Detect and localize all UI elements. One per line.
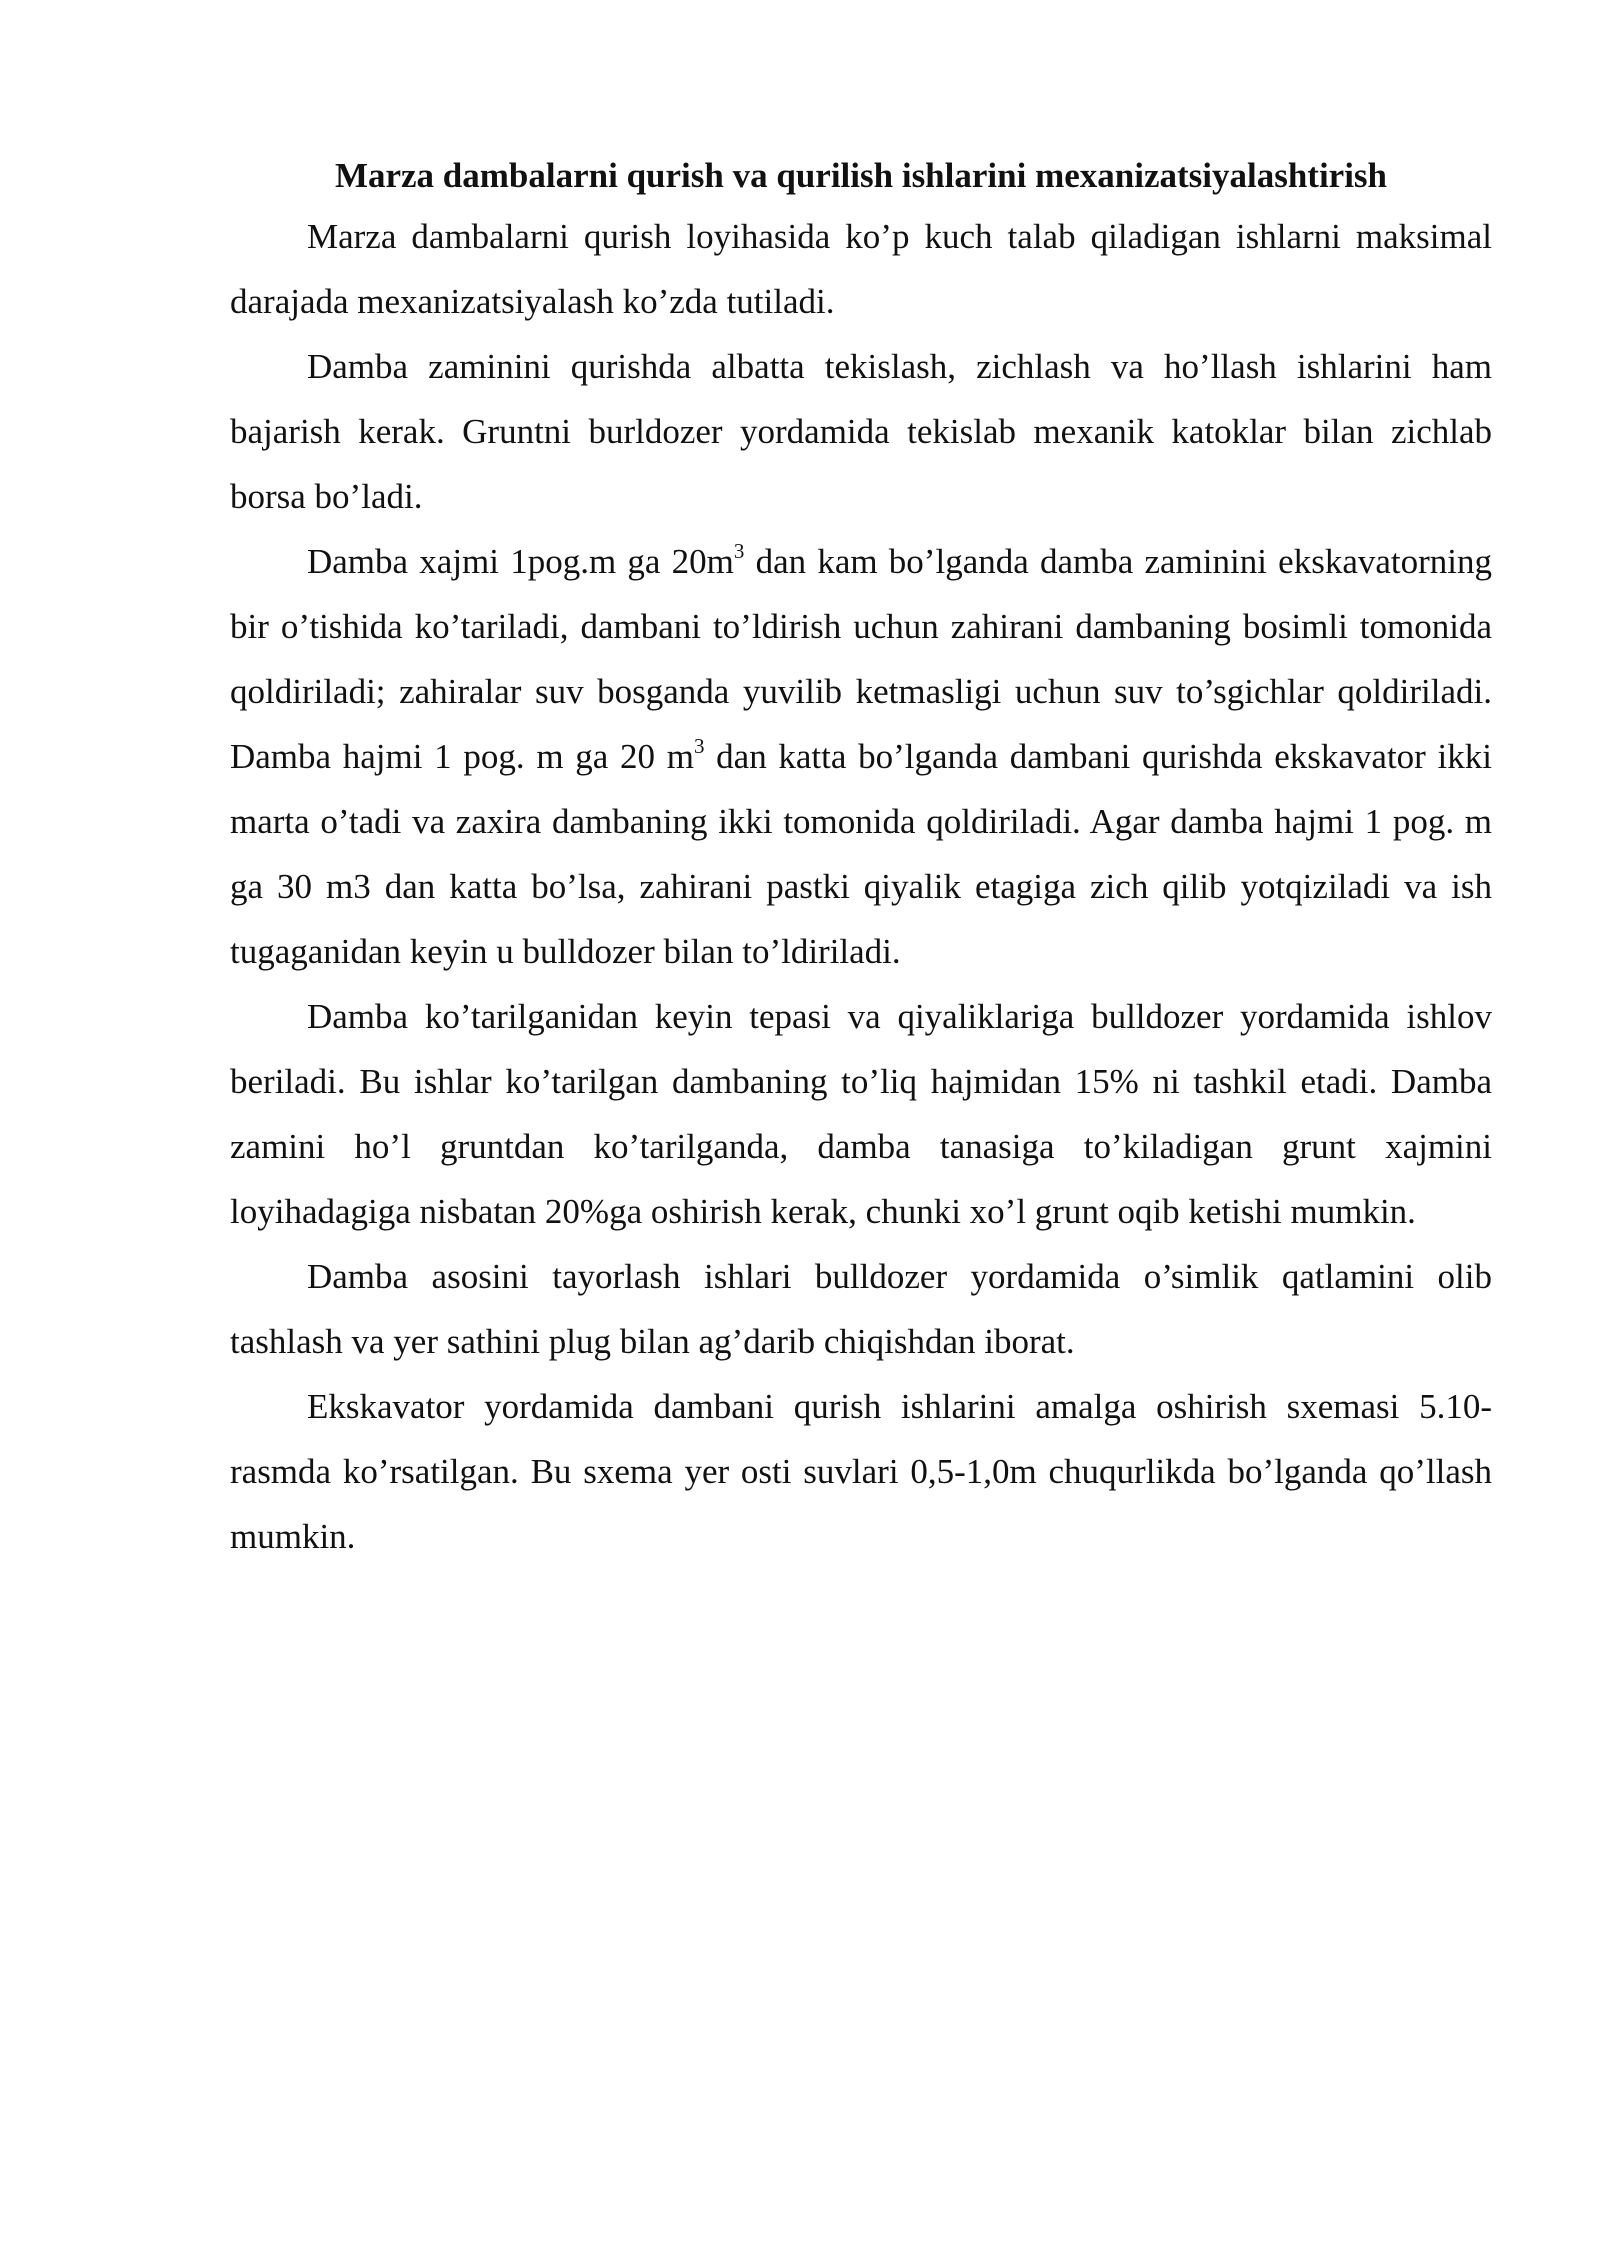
superscript-cubic-2: 3 [693, 734, 705, 758]
paragraph-3-part-b: dan kam bo’lganda damba zaminini ekskavatorning bir o’tishida ko’tariladi, dambani to’ldirish uchun zahirani dambaning bosimli tomonida qoldiriladi; zahiralar suv bosganda yuvilib ketmasligi uchun suv to’sgichlar qoldiriladi. Damba hajmi 1 pog. m ga 20 m [230, 542, 1492, 776]
paragraph-2: Damba zaminini qurishda albatta tekislash, zichlash va ho’llash ishlarini ham bajarish kerak. Gruntni burldozer yordamida tekislab mexanik katoklar bilan zichlab borsa bo’ladi. [230, 347, 1492, 516]
superscript-cubic-1: 3 [733, 539, 745, 563]
paragraph-3 [230, 529, 1492, 984]
paragraph-5: Damba asosini tayorlash ishlari bulldozer yordamida o’simlik qatlamini olib tashlash va yer sathini plug bilan ag’darib chiqishdan iborat. [230, 1257, 1492, 1361]
paragraph-4: Damba ko’tarilganidan keyin tepasi va qiyaliklariga bulldozer yordamida ishlov beriladi. Bu ishlar ko’tarilgan dambaning to’liq hajmidan 15% ni tashkil etadi. Damba zamini ho’l gruntdan ko’tarilganda, damba tanasiga to’kiladigan grunt xajmini loyihadagiga nisbatan 20%ga oshirish kerak, chunki xo’l grunt oqib ketishi mumkin. [230, 997, 1492, 1231]
paragraph-6: Ekskavator yordamida dambani qurish ishlarini amalga oshirish sxemasi 5.10-rasmda ko’rsatilgan. Bu sxema yer osti suvlari 0,5-1,0m chuqurlikda bo’lganda qo’llash mumkin. [230, 1387, 1492, 1556]
paragraph-3-part-c: dan katta bo’lganda dambani qurishda ekskavator ikki marta o’tadi va zaxira dambaning ikki tomonida qoldiriladi. Agar damba hajmi 1 pog. m ga 30 m3 dan katta bo’lsa, zahirani pastki qiyalik etagiga zich qilib yotqiziladi va ish tugaganidan keyin u bulldozer bilan to’ldiriladi. [230, 737, 1492, 971]
paragraph-3-part-a: Damba xajmi 1pog.m ga 20m [307, 542, 734, 581]
paragraph-1: Marza dambalarni qurish loyihasida ko’p kuch talab qiladigan ishlarni maksimal darajada mexanizatsiyalash ko’zda tutiladi. [230, 217, 1492, 321]
document-title: Marza dambalarni qurish va qurilish ishlarini mexanizatsiyalashtirish [334, 156, 1388, 195]
document-body [230, 148, 1492, 1569]
